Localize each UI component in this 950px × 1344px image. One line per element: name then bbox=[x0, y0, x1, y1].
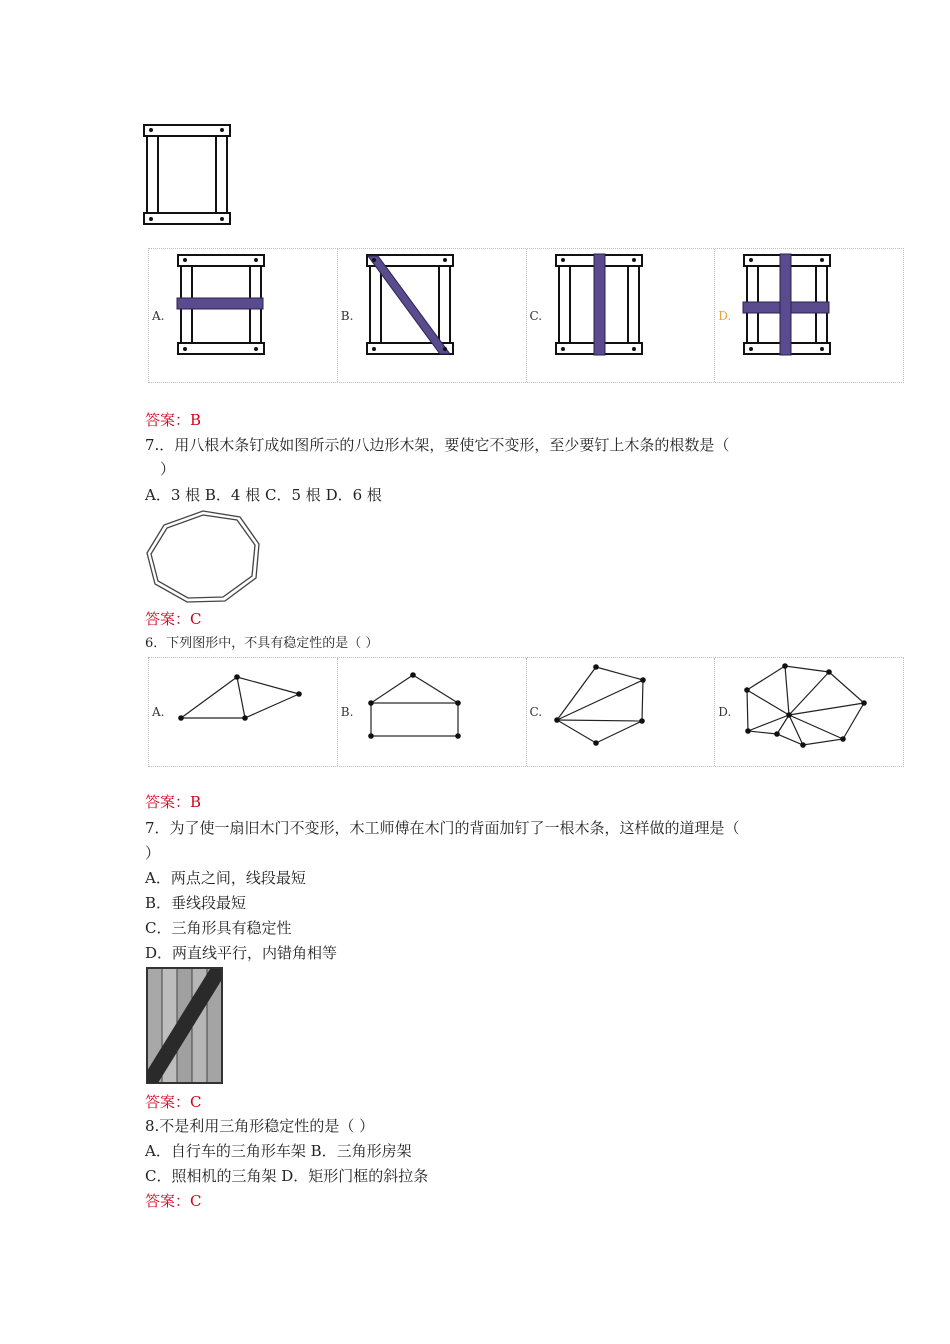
answer-prefix: 答案： bbox=[145, 1192, 191, 1210]
stability-c-figure bbox=[527, 658, 715, 766]
stability-b-figure bbox=[338, 658, 526, 766]
answer-line-stability bbox=[145, 792, 201, 812]
answer-value: C bbox=[190, 1093, 202, 1111]
square-frame-figure bbox=[143, 124, 233, 228]
stability-a-figure bbox=[149, 658, 337, 766]
answer-value: C bbox=[190, 1192, 202, 1210]
answer-line-triangle bbox=[145, 1191, 202, 1211]
option-label: A. bbox=[152, 309, 165, 323]
question-stem: 7.．用八根木条钉成如图所示的八边形木架，要使它不变形，至少要钉上木条的根数是（ bbox=[145, 436, 730, 454]
frame-option-d[interactable] bbox=[715, 249, 903, 382]
answer-prefix: 答案： bbox=[145, 411, 191, 429]
choice-d: D．两直线平行，内错角相等 bbox=[145, 944, 338, 962]
question-stem-cont: ） bbox=[160, 460, 176, 478]
option-label: C. bbox=[529, 705, 543, 719]
stability-option-c[interactable] bbox=[527, 658, 716, 766]
answer-line-frame bbox=[145, 410, 201, 430]
stability-options-table bbox=[148, 657, 904, 767]
answer-line-door bbox=[145, 1092, 202, 1112]
wooden-door-figure bbox=[146, 967, 224, 1084]
choice-a: A．两点之间，线段最短 bbox=[145, 869, 306, 887]
answer-prefix: 答案： bbox=[145, 1093, 191, 1111]
answer-value: B bbox=[190, 411, 202, 429]
question-choices: A．3 根 B．4 根 C．5 根 D．6 根 bbox=[145, 486, 382, 504]
question-stem-cont: ） bbox=[145, 844, 161, 862]
option-label: D. bbox=[718, 309, 732, 323]
question-stem: 8.不是利用三角形稳定性的是（ ） bbox=[145, 1117, 375, 1135]
frame-d-figure bbox=[743, 254, 833, 358]
stability-option-a[interactable] bbox=[149, 658, 338, 766]
option-label: D. bbox=[718, 705, 732, 719]
option-label: A. bbox=[152, 705, 165, 719]
stability-option-b[interactable] bbox=[338, 658, 527, 766]
option-label: B. bbox=[340, 309, 354, 323]
choice-c: C．三角形具有稳定性 bbox=[145, 919, 292, 937]
frame-option-a[interactable] bbox=[149, 249, 338, 382]
question-choices-2: C．照相机的三角架 D．矩形门框的斜拉条 bbox=[145, 1167, 429, 1185]
frame-c-figure bbox=[555, 254, 645, 358]
stability-option-d[interactable] bbox=[715, 658, 903, 766]
answer-value: B bbox=[190, 793, 202, 811]
octagon-frame-figure bbox=[142, 508, 264, 606]
option-label: B. bbox=[340, 705, 354, 719]
frame-option-b[interactable] bbox=[338, 249, 527, 382]
answer-prefix: 答案： bbox=[145, 610, 191, 628]
answer-prefix: 答案： bbox=[145, 793, 191, 811]
stability-d-figure bbox=[715, 658, 903, 766]
frame-a-figure bbox=[177, 254, 267, 358]
frame-b-figure bbox=[366, 254, 456, 358]
question-stem: 6．下列图形中，不具有稳定性的是（ ） bbox=[145, 636, 379, 651]
answer-line-octagon bbox=[145, 609, 202, 629]
frame-option-c[interactable] bbox=[527, 249, 716, 382]
option-label: C. bbox=[529, 309, 543, 323]
choice-b: B．垂线段最短 bbox=[145, 894, 247, 912]
question-stem: 7．为了使一扇旧木门不变形，木工师傅在木门的背面加钉了一根木条，这样做的道理是（ bbox=[145, 819, 740, 837]
frame-options-table bbox=[148, 248, 904, 383]
answer-value: C bbox=[190, 610, 202, 628]
question-choices-1: A．自行车的三角形车架 B．三角形房架 bbox=[145, 1142, 412, 1160]
